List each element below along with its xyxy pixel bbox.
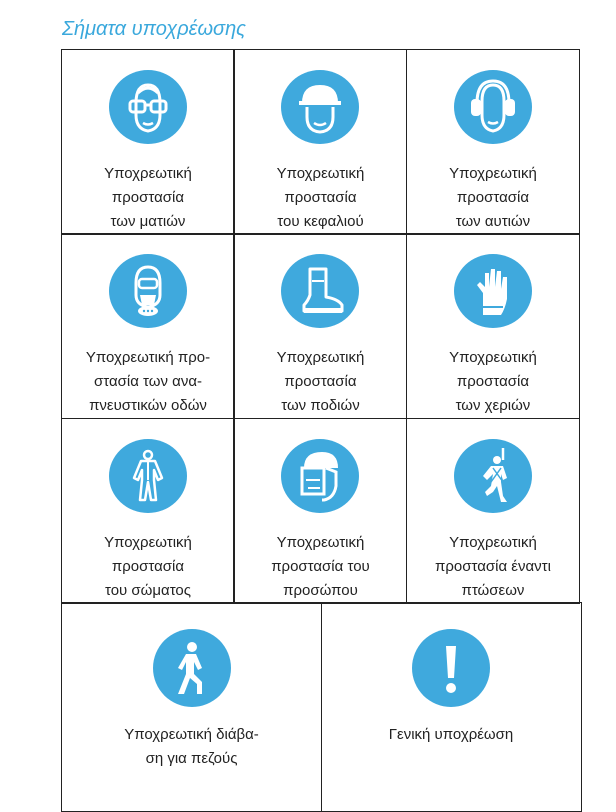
body-protection-icon: [109, 439, 187, 513]
respiratory-protection-icon: [109, 254, 187, 328]
eye-protection-icon: [109, 70, 187, 144]
sign-card-hand-protection: [406, 233, 580, 419]
sign-label: Υποχρεωτική προστασία των αυτιών: [449, 162, 537, 234]
ear-protection-icon: [454, 70, 532, 144]
sign-label: Υποχρεωτική προστασία των ματιών: [104, 162, 192, 234]
signs-row: [61, 419, 583, 604]
sign-card-general-obligation: [321, 602, 582, 812]
sign-card-respiratory-protection: [61, 233, 235, 419]
sign-card-head-protection: [233, 49, 407, 235]
signs-row: [61, 235, 583, 420]
sign-label: Γενική υποχρέωση: [389, 723, 513, 747]
sign-card-pedestrian-route: [61, 602, 322, 812]
sign-label: Υποχρεωτική προστασία του κεφαλιού: [277, 162, 365, 234]
sign-card-eye-protection: [61, 49, 235, 235]
sign-card-ear-protection: [406, 49, 580, 235]
sign-card-face-protection: [233, 418, 407, 604]
signs-grid: [61, 50, 583, 812]
sign-label: Υποχρεωτική προστασία των χεριών: [449, 346, 537, 418]
head-protection-icon: [281, 70, 359, 144]
sign-card-body-protection: [61, 418, 235, 604]
fall-protection-icon: [454, 439, 532, 513]
sign-card-foot-protection: [233, 233, 407, 419]
general-obligation-icon: [412, 629, 490, 707]
sign-label: Υποχρεωτική προστασία έναντι πτώσεων: [435, 531, 551, 603]
face-protection-icon: [281, 439, 359, 513]
sign-label: Υποχρεωτική διάβα- ση για πεζούς: [124, 723, 259, 771]
sign-card-fall-protection: [406, 418, 580, 604]
foot-protection-icon: [281, 254, 359, 328]
sign-label: Υποχρεωτική προστασία του προσώπου: [271, 531, 370, 603]
pedestrian-route-icon: [153, 629, 231, 707]
hand-protection-icon: [454, 254, 532, 328]
sign-label: Υποχρεωτική προστασία του σώματος: [104, 531, 192, 603]
sign-label: Υποχρεωτική προστασία των ποδιών: [277, 346, 365, 418]
signs-row: [61, 50, 583, 235]
signs-row: [61, 604, 583, 812]
sign-label: Υποχρεωτική προ- στασία των ανα- πνευστικών οδών: [86, 346, 210, 418]
page-title: Σήματα υποχρέωσης: [62, 18, 246, 41]
